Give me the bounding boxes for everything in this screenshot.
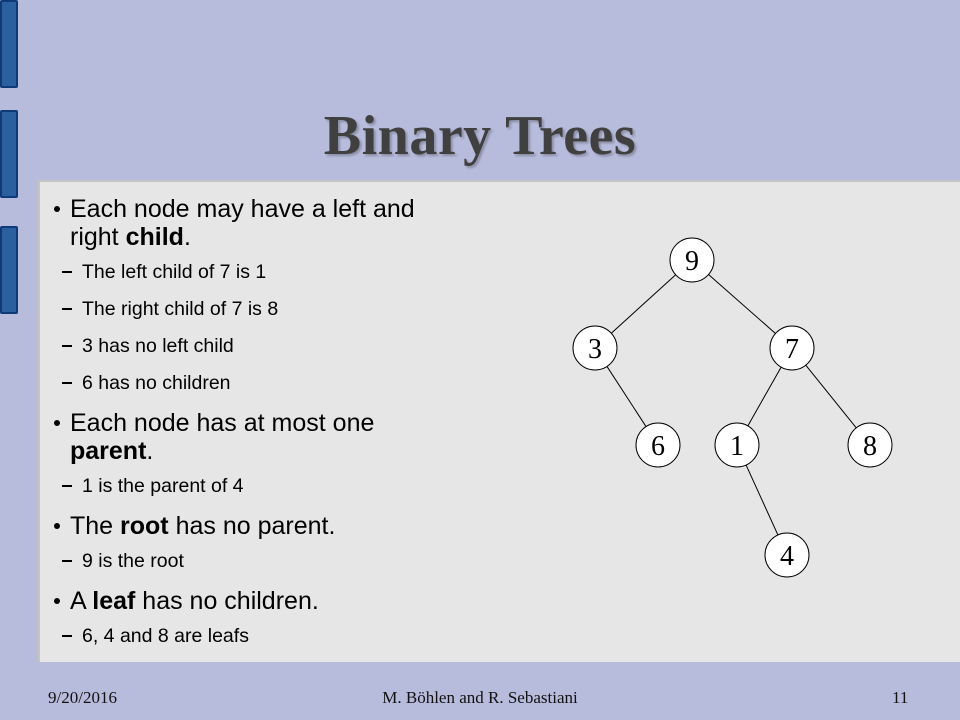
footer-date: 9/20/2016 bbox=[48, 688, 117, 707]
bullet-text: Each node may have a left and right bbox=[70, 195, 415, 251]
tree-node-label: 4 bbox=[780, 541, 794, 572]
bullet-item bbox=[54, 195, 434, 251]
bullet-emphasis-text: root bbox=[120, 512, 169, 540]
tree-edge-9-3 bbox=[611, 275, 675, 333]
sub-bullet-text: 1 is the parent of 4 bbox=[82, 475, 244, 497]
sub-bullet-text: The left child of 7 is 1 bbox=[82, 261, 267, 283]
bullet-text: The bbox=[70, 512, 121, 540]
sub-bullet-text: The right child of 7 is 8 bbox=[82, 298, 279, 320]
tree-edge-7-8 bbox=[806, 365, 856, 428]
tree-node-label: 9 bbox=[685, 246, 699, 277]
sub-bullet-text: 9 is the root bbox=[82, 550, 184, 572]
sub-bullet-dash-icon bbox=[62, 345, 72, 347]
side-bar-decoration-3 bbox=[0, 226, 18, 314]
sub-bullet-dash-icon bbox=[62, 308, 72, 310]
sub-bullet-dash-icon bbox=[62, 271, 72, 273]
bullet-text: has no parent. bbox=[168, 512, 336, 540]
bullet-text: . bbox=[183, 223, 191, 251]
footer-page-number: 11 bbox=[892, 688, 909, 707]
tree-node-label: 3 bbox=[588, 334, 602, 365]
sub-bullet-dash-icon bbox=[62, 382, 72, 384]
sub-bullet-item bbox=[54, 261, 434, 283]
binary-tree-diagram bbox=[550, 225, 910, 585]
bullet-text: Each node has at most one bbox=[70, 409, 375, 437]
tree-edge-9-7 bbox=[709, 275, 776, 334]
sub-bullet-text: 6 has no children bbox=[82, 372, 231, 394]
sub-bullet-item bbox=[54, 550, 434, 572]
tree-node-9 bbox=[670, 238, 714, 282]
bullet-dot-icon bbox=[54, 598, 60, 604]
slide-title: Binary Trees bbox=[323, 105, 637, 167]
bullet-item bbox=[54, 409, 434, 465]
tree-node-label: 7 bbox=[785, 334, 799, 365]
sub-bullet-item bbox=[54, 475, 434, 497]
bullet-emphasis-text: leaf bbox=[92, 587, 136, 615]
bullet-dot-icon bbox=[54, 523, 60, 529]
bullet-dot-icon bbox=[54, 206, 60, 212]
tree-edge-3-6 bbox=[607, 366, 646, 426]
side-bar-decoration-1 bbox=[0, 0, 18, 88]
sub-bullet-text: 6, 4 and 8 are leafs bbox=[82, 625, 249, 647]
sub-bullet-item bbox=[54, 625, 434, 647]
bullet-list bbox=[54, 195, 434, 662]
sub-bullet-item bbox=[54, 298, 434, 320]
footer-authors: M. Böhlen and R. Sebastiani bbox=[382, 688, 578, 707]
bullet-emphasis-text: child bbox=[125, 223, 184, 251]
tree-node-label: 6 bbox=[651, 431, 665, 462]
tree-edge-7-1 bbox=[748, 367, 781, 426]
tree-node-3 bbox=[573, 326, 617, 370]
sub-bullet-dash-icon bbox=[62, 635, 72, 637]
tree-node-1 bbox=[715, 423, 759, 467]
bullet-text: . bbox=[146, 437, 154, 465]
tree-node-8 bbox=[848, 423, 892, 467]
bullet-text: A bbox=[70, 587, 93, 615]
sub-bullet-dash-icon bbox=[62, 560, 72, 562]
tree-edge-1-4 bbox=[746, 465, 778, 535]
bullet-item bbox=[54, 587, 434, 615]
tree-node-label: 1 bbox=[730, 431, 744, 462]
sub-bullet-item bbox=[54, 372, 434, 394]
tree-node-label: 8 bbox=[863, 431, 877, 462]
sub-bullet-item bbox=[54, 335, 434, 357]
tree-node-7 bbox=[770, 326, 814, 370]
sub-bullet-dash-icon bbox=[62, 485, 72, 487]
sub-bullet-text: 3 has no left child bbox=[82, 335, 234, 357]
tree-node-6 bbox=[636, 423, 680, 467]
bullet-emphasis-text: parent bbox=[70, 437, 147, 465]
bullet-dot-icon bbox=[54, 420, 60, 426]
tree-node-4 bbox=[765, 533, 809, 577]
bullet-item bbox=[54, 512, 434, 540]
bullet-text: has no children. bbox=[135, 587, 319, 615]
